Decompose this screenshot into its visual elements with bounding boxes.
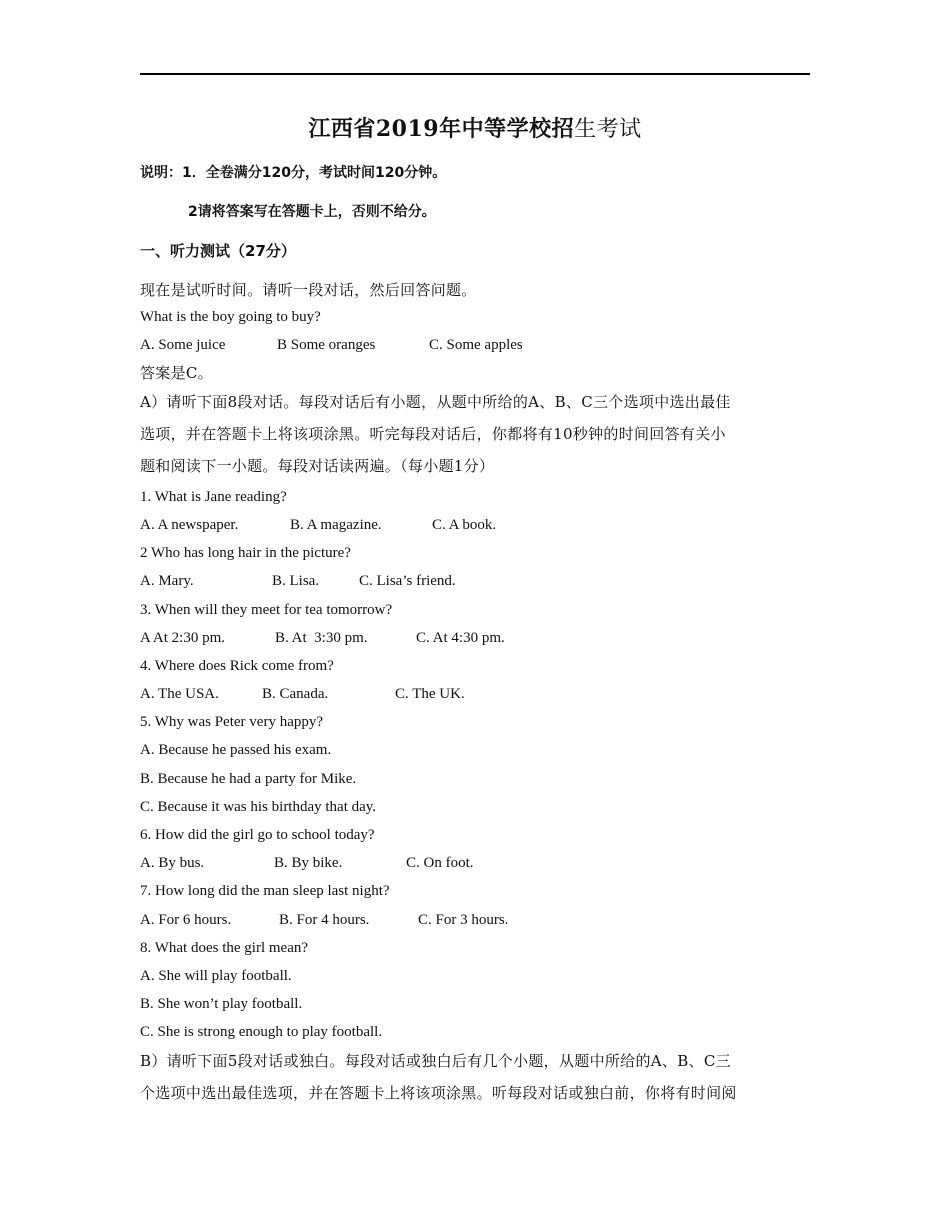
q8-option-a: A. She will play football. — [140, 968, 292, 984]
question-3: 3. When will they meet for tea tomorrow? — [140, 602, 393, 618]
q2-option-a: A. Mary. — [140, 573, 194, 589]
q4-option-c: C. The UK. — [395, 686, 465, 702]
q1-option-a: A. A newspaper. — [140, 517, 239, 533]
sample-question: What is the boy going to buy? — [140, 309, 321, 325]
q7-option-a: A. For 6 hours. — [140, 912, 232, 928]
q6-option-a: A. By bus. — [140, 855, 205, 871]
note-1: 说明：1．全卷满分120分，考试时间120分钟。 — [140, 165, 447, 181]
sample-answer: 答案是C。 — [140, 364, 213, 382]
question-7: 7. How long did the man sleep last night? — [140, 883, 390, 899]
question-4: 4. Where does Rick come from? — [140, 658, 334, 674]
q2-option-c: C. Lisa’s friend. — [359, 573, 456, 589]
q1-option-c: C. A book. — [432, 517, 497, 533]
q6-option-b: B. By bike. — [274, 855, 343, 871]
q6-option-c: C. On foot. — [406, 855, 474, 871]
q5-option-c: C. Because it was his birthday that day. — [140, 799, 377, 815]
question-1: 1. What is Jane reading? — [140, 489, 287, 505]
q1-option-b: B. A magazine. — [290, 517, 382, 533]
question-6: 6. How did the girl go to school today? — [140, 827, 375, 843]
q4-option-b: B. Canada. — [262, 686, 329, 702]
partA-instruction-line1: A）请听下面8段对话。每段对话后有小题，从题中所给的A、B、C三个选项中选出最佳 — [140, 393, 731, 411]
partA-instruction-line2: 选项，并在答题卡上将该项涂黑。听完每段对话后，你都将有10秒钟的时间回答有关小 — [140, 425, 726, 443]
exam-title-part1: 江西省2019年中等学校招 — [308, 116, 575, 142]
q4-option-a: A. The USA. — [140, 686, 219, 702]
q3-option-b: B. At 3:30 pm. — [275, 630, 368, 646]
question-2: 2 Who has long hair in the picture? — [140, 545, 351, 561]
section-heading: 一、听力测试（27分） — [140, 242, 296, 260]
sample-intro: 现在是试听时间。请听一段对话，然后回答问题。 — [140, 281, 477, 299]
partA-instruction-line3: 题和阅读下一小题。每段对话读两遍。（每小题1分） — [140, 457, 495, 475]
question-5: 5. Why was Peter very happy? — [140, 714, 324, 730]
q8-option-c: C. She is strong enough to play football. — [140, 1024, 383, 1040]
q7-option-c: C. For 3 hours. — [418, 912, 509, 928]
sample-option-b: B Some oranges — [277, 337, 376, 353]
exam-title-part2: 生考试 — [574, 117, 642, 142]
partB-instruction-line1: B）请听下面5段对话或独白。每段对话或独白后有几个小题，从题中所给的A、B、C三 — [140, 1052, 731, 1070]
header-rule — [140, 73, 810, 75]
exam-title — [0, 112, 950, 147]
q2-option-b: B. Lisa. — [272, 573, 320, 589]
q3-option-a: A At 2:30 pm. — [140, 630, 226, 646]
q5-option-b: B. Because he had a party for Mike. — [140, 771, 357, 787]
sample-option-c: C. Some apples — [429, 337, 523, 353]
q3-option-c: C. At 4:30 pm. — [416, 630, 505, 646]
q5-option-a: A. Because he passed his exam. — [140, 742, 332, 758]
sample-option-a: A. Some juice — [140, 337, 226, 353]
q7-option-b: B. For 4 hours. — [279, 912, 370, 928]
note-2: 2请将答案写在答题卡上，否则不给分。 — [188, 204, 436, 220]
question-8: 8. What does the girl mean? — [140, 940, 309, 956]
q8-option-b: B. She won’t play football. — [140, 996, 303, 1012]
partB-instruction-line2: 个选项中选出最佳选项，并在答题卡上将该项涂黑。听每段对话或独白前，你将有时间阅 — [140, 1084, 737, 1102]
